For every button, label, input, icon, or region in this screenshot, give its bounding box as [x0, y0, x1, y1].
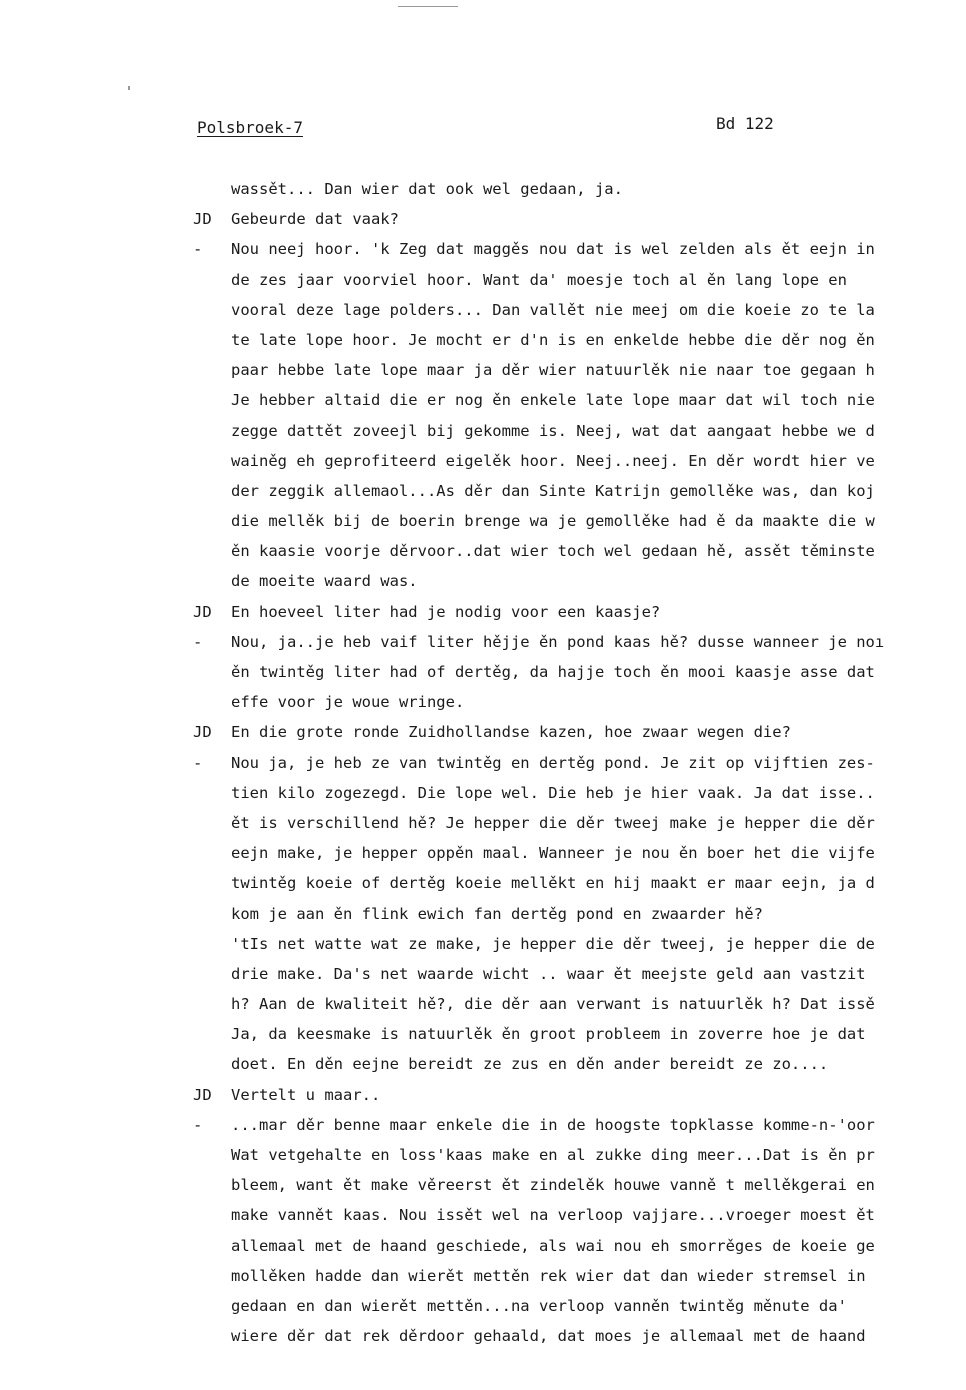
transcript-line [0, 1261, 966, 1291]
transcript-line [0, 295, 966, 325]
transcript-line [0, 234, 966, 264]
line-text: vooral deze lage polders... Dan vallět nie meej om die koeie zo te la [231, 300, 875, 319]
speaker-label: JD [193, 210, 212, 229]
transcript-line [0, 1170, 966, 1200]
page-number: Bd 122 [716, 114, 774, 133]
transcript-line [0, 204, 966, 234]
line-text: Nou, ja..je heb vaif liter hějje ěn pond kaas hě? dusse wanneer je noı [231, 632, 885, 651]
line-text: eejn make, je hepper oppěn maal. Wanneer je nou ěn boer het die vijfe [231, 844, 875, 863]
line-text: wassět... Dan wier dat ook wel gedaan, ja. [231, 180, 623, 198]
line-text: ...mar děr benne maar enkele die in de hoogste topklasse komme-n-'oor [231, 1115, 875, 1134]
transcript-line [0, 1049, 966, 1079]
transcript-line [0, 657, 966, 687]
line-text: ět is verschillend hě? Je hepper die děr tweej make je hepper die děr [231, 813, 875, 832]
speaker-label: JD [193, 1085, 212, 1104]
transcript-line [0, 416, 966, 446]
transcript-line [0, 597, 966, 627]
line-text: kom je aan ěn flink ewich fan dertěg pond en zwaarder hě? [231, 904, 763, 923]
line-text: wainěg eh geprofiteerd eigelěk hoor. Neej..neej. En děr wordt hier ve [231, 451, 875, 470]
transcript-line [0, 476, 966, 506]
line-text: de moeite waard was. [231, 572, 418, 591]
line-text: En hoeveel liter had je nodig voor een kaasje? [231, 602, 661, 621]
line-text: bleem, want ět make věreerst ět zindelěk houwe vanně t mellěkgerai en [231, 1176, 875, 1195]
transcript-line [0, 385, 966, 415]
line-text: h? Aan de kwaliteit hě?, die děr aan verwant is natuurlěk h? Dat issě [231, 995, 875, 1014]
line-text: doet. En děn eejne bereidt ze zus en děn ander bereidt ze zo.... [231, 1055, 829, 1074]
transcript-line [0, 265, 966, 295]
line-text: effe voor je woue wringe. [231, 693, 465, 712]
transcript-line [0, 446, 966, 476]
page-header [0, 112, 966, 142]
document-reference: Polsbroek-7 [197, 118, 303, 137]
transcript-line [0, 868, 966, 898]
transcript-line [0, 1291, 966, 1321]
scan-speck [128, 86, 130, 90]
transcript-line [0, 989, 966, 1019]
line-text: drie make. Da's net waarde wicht .. waar ět meejste geld aan vastzit [231, 964, 866, 983]
speaker-label: - [193, 240, 203, 259]
transcript-line [0, 1321, 966, 1351]
speaker-label: - [193, 1115, 203, 1134]
transcript-line [0, 929, 966, 959]
transcript-line [0, 899, 966, 929]
line-text: zegge dattět zoveejl bij gekomme is. Neej, wat dat aangaat hebbe we d [231, 421, 875, 440]
transcript-line [0, 748, 966, 778]
line-text: mollěken hadde dan wierět mettěn rek wier dat dan wieder stremsel in [231, 1266, 866, 1285]
line-text: twintěg koeie of dertěg koeie mellěkt en hij maakt er maar eejn, ja d [231, 874, 875, 893]
scan-speck [398, 6, 458, 7]
line-text: de zes jaar voorviel hoor. Want da' moesje toch al ěn lang lope en [231, 270, 847, 289]
line-text: wiere děr dat rek děrdoor gehaald, dat moes je allemaal met de haand [231, 1327, 866, 1346]
transcript-line [0, 1231, 966, 1261]
speaker-label: - [193, 632, 203, 651]
transcript-line [0, 1080, 966, 1110]
line-text: gedaan en dan wierět mettěn...na verloop vanněn twintěg měnute da' [231, 1296, 847, 1315]
transcript-line [0, 355, 966, 385]
transcript-line [0, 566, 966, 596]
transcript-line [0, 1200, 966, 1230]
transcript-line [0, 536, 966, 566]
line-text: Ja, da keesmake is natuurlěk ěn groot probleem in zoverre hoe je dat [231, 1025, 866, 1044]
transcript-line [0, 1140, 966, 1170]
transcript-line [0, 808, 966, 838]
line-text: der zeggik allemaol...As děr dan Sinte Katrijn gemollěke was, dan koj [231, 481, 875, 500]
transcript-line [0, 717, 966, 747]
line-text: die mellěk bij de boerin brenge wa je gemollěke had ě da maakte die w [231, 512, 875, 531]
speaker-label: - [193, 753, 203, 772]
transcript-line [0, 838, 966, 868]
transcript-line [0, 778, 966, 808]
line-text: make vannět kaas. Nou issět wel na verloop vajjare...vroeger moest ět [231, 1206, 875, 1225]
line-text: ěn twintěg liter had of dertěg, da hajje toch ěn mooi kaasje asse dat [231, 663, 875, 681]
transcript-line [0, 687, 966, 717]
speaker-label: JD [193, 602, 212, 621]
line-text: En die grote ronde Zuidhollandse kazen, hoe zwaar wegen die? [231, 723, 791, 742]
transcript-line [0, 506, 966, 536]
transcript-body [0, 174, 966, 1351]
line-text: allemaal met de haand geschiede, als wai nou eh smorrěges de koeie ge [231, 1236, 875, 1255]
line-text: 'tIs net watte wat ze make, je hepper die děr tweej, je hepper die de [231, 934, 875, 953]
line-text: paar hebbe late lope maar ja děr wier natuurlěk nie naar toe gegaan h [231, 361, 875, 380]
line-text: Wat vetgehalte en loss'kaas make en al zukke ding meer...Dat is ěn pr [231, 1146, 875, 1164]
transcript-line [0, 174, 966, 204]
line-text: ěn kaasie voorje děrvoor..dat wier toch wel gedaan hě, assět těminste [231, 542, 875, 561]
line-text: Vertelt u maar.. [231, 1085, 381, 1104]
transcript-line [0, 325, 966, 355]
line-text: te late lope hoor. Je mocht er d'n is en enkelde hebbe die děr nog ěn [231, 330, 875, 349]
line-text: Nou neej hoor. 'k Zeg dat maggěs nou dat is wel zelden als ět eejn in [231, 240, 875, 259]
transcript-line [0, 959, 966, 989]
line-text: tien kilo zogezegd. Die lope wel. Die heb je hier vaak. Ja dat isse.. [231, 783, 875, 802]
transcript-line [0, 1019, 966, 1049]
transcript-line [0, 1110, 966, 1140]
line-text: Je hebber altaid die er nog ěn enkele late lope maar dat wil toch nie [231, 391, 875, 410]
speaker-label: JD [193, 723, 212, 742]
line-text: Gebeurde dat vaak? [231, 210, 399, 229]
line-text: Nou ja, je heb ze van twintěg en dertěg pond. Je zit op vijftien zes- [231, 753, 875, 772]
transcript-line [0, 627, 966, 657]
